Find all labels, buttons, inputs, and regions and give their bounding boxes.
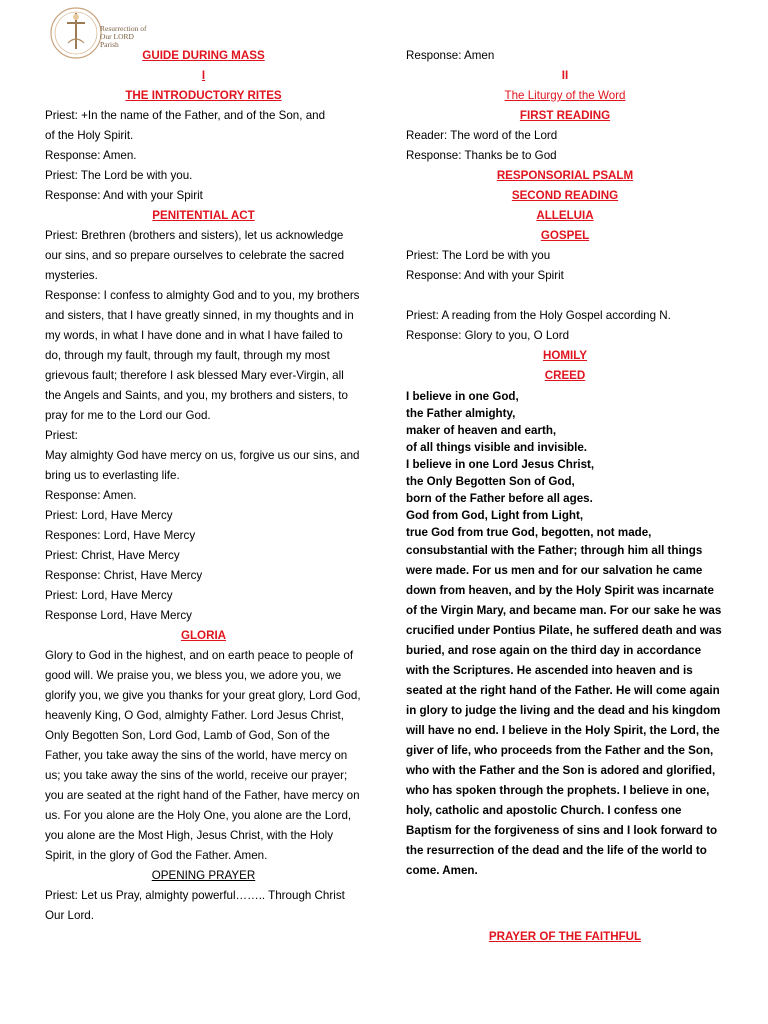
gospel-reading: Priest: A reading from the Holy Gospel according N. [406, 309, 671, 322]
opening-prayer-heading: OPENING PRAYER [151, 869, 256, 882]
spacer [406, 881, 724, 927]
creed-line: of all things visible and invisible. [406, 441, 588, 454]
penitential-priest-text: Priest: Brethren (brothers and sisters), let us acknowledge our sins, and so prepare ourselves to celebrate the sacred mysteries. [45, 229, 345, 282]
creed-line: I believe in one Lord Jesus Christ, [406, 458, 595, 471]
kyrie-line: Response Lord, Have Mercy [45, 609, 192, 622]
logo-text-line2: Our LORD [100, 32, 134, 41]
kyrie-line: Priest: Lord, Have Mercy [45, 589, 173, 602]
kyrie-line: Response: Christ, Have Mercy [45, 569, 203, 582]
creed-line: the Father almighty, [406, 407, 516, 420]
top-response: Response: Amen [406, 49, 495, 62]
section-numeral-1: I [201, 69, 206, 82]
confiteor-text: Response: I confess to almighty God and to you, my brothers and sisters, that I have greatly sinned, in my thoughts and in my words, in what I have done and in what I have failed to do, through my fault, through my fault, through my most grievous fault; therefore I ask blessed Mary ever-Virgin, all the Angels and Saints, and you, my brothers and sisters, to pray for me to the Lord our God. [45, 289, 360, 422]
section-numeral-2: II [561, 69, 569, 82]
intro-line: Priest: The Lord be with you. [45, 169, 193, 182]
opening-prayer-text: Priest: Let us Pray, almighty powerful…….. Through Christ Our Lord. [45, 889, 345, 922]
left-column [45, 46, 362, 926]
intro-line: Response: And with your Spirit [45, 189, 203, 202]
second-reading-heading: SECOND READING [511, 189, 619, 202]
alleluia-heading: ALLELUIA [536, 209, 594, 222]
first-reading-heading: FIRST READING [519, 109, 611, 122]
logo-text-line1: Resurrection of [100, 24, 147, 33]
prayer-of-faithful-heading: PRAYER OF THE FAITHFUL [488, 930, 642, 943]
gospel-heading: GOSPEL [540, 229, 590, 242]
creed-opening [406, 388, 724, 541]
right-column [406, 46, 724, 947]
creed-text: consubstantial with the Father; through him all things were made. For us men and for our salvation he came down from heaven, and by the Holy Spirit was incarnate of the Virgin Mary, and became man. For our sake he was crucified under Pontius Pilate, he suffered death and was buried, and rose again on the third day in accordance with the Scriptures. He ascended into heaven and is seated at the right hand of the Father. He will come again in glory to judge the living and the dead and his kingdom will have no end. I believe in the Holy Spirit, the Lord, the giver of life, who proceeds from the Father and the Son, who with the Father and the Son is adored and glorified, who has spoken through the prophets. I believe in one, holy, catholic and apostolic Church. I confess one Baptism for the forgiveness of sins and I look forward to the resurrection of the dead and the life of the world to come. Amen. [406, 544, 722, 877]
absolution-response: Response: Amen. [45, 489, 137, 502]
intro-line: Response: Amen. [45, 149, 137, 162]
intro-line: of the Holy Spirit. [45, 129, 134, 142]
kyrie-line: Priest: Lord, Have Mercy [45, 509, 173, 522]
priest-label: Priest: [45, 429, 78, 442]
creed-line: true God from true God, begotten, not made, [406, 526, 652, 539]
gospel-priest: Priest: The Lord be with you [406, 249, 551, 262]
creed-line: God from God, Light from Light, [406, 509, 584, 522]
creed-line: the Only Begotten Son of God, [406, 475, 575, 488]
logo-text-line3: Parish [100, 40, 119, 49]
creed-line: born of the Father before all ages. [406, 492, 593, 505]
introductory-rites-heading: THE INTRODUCTORY RITES [125, 89, 282, 102]
reader-line: Reader: The word of the Lord [406, 129, 558, 142]
gospel-reading-response: Response: Glory to you, O Lord [406, 329, 570, 342]
responsorial-psalm-heading: RESPONSORIAL PSALM [496, 169, 634, 182]
penitential-act-heading: PENITENTIAL ACT [152, 209, 255, 222]
kyrie-line: Respones: Lord, Have Mercy [45, 529, 196, 542]
creed-line: maker of heaven and earth, [406, 424, 557, 437]
gospel-response: Response: And with your Spirit [406, 269, 564, 282]
creed-line: I believe in one God, [406, 390, 519, 403]
gloria-text: Glory to God in the highest, and on earth peace to people of good will. We praise you, we bless you, we adore you, we glorify you, we give you thanks for your great glory, Lord God, heavenly King, O God, almighty Father. Lord Jesus Christ, Only Begotten Son, Lord God, Lamb of God, Son of the Father, you take away the sins of the world, have mercy on us; you take away the sins of the world, receive our prayer; you are seated at the right hand of the Father, have mercy on us. For you alone are the Holy One, you alone are the Lord, you alone are the Most High, Jesus Christ, with the Holy Spirit, in the glory of God the Father. Amen. [45, 649, 361, 862]
creed-heading: CREED [544, 369, 586, 382]
homily-heading: HOMILY [542, 349, 588, 362]
reader-response: Response: Thanks be to God [406, 149, 557, 162]
kyrie-line: Priest: Christ, Have Mercy [45, 549, 180, 562]
intro-line: Priest: +In the name of the Father, and of the Son, and [45, 109, 326, 122]
guide-title: GUIDE DURING MASS [142, 49, 265, 62]
absolution-text: May almighty God have mercy on us, forgive us our sins, and bring us to everlasting life. [45, 449, 360, 482]
gloria-heading: GLORIA [180, 629, 227, 642]
spacer [406, 286, 724, 306]
liturgy-of-word-heading: The Liturgy of the Word [504, 89, 626, 102]
